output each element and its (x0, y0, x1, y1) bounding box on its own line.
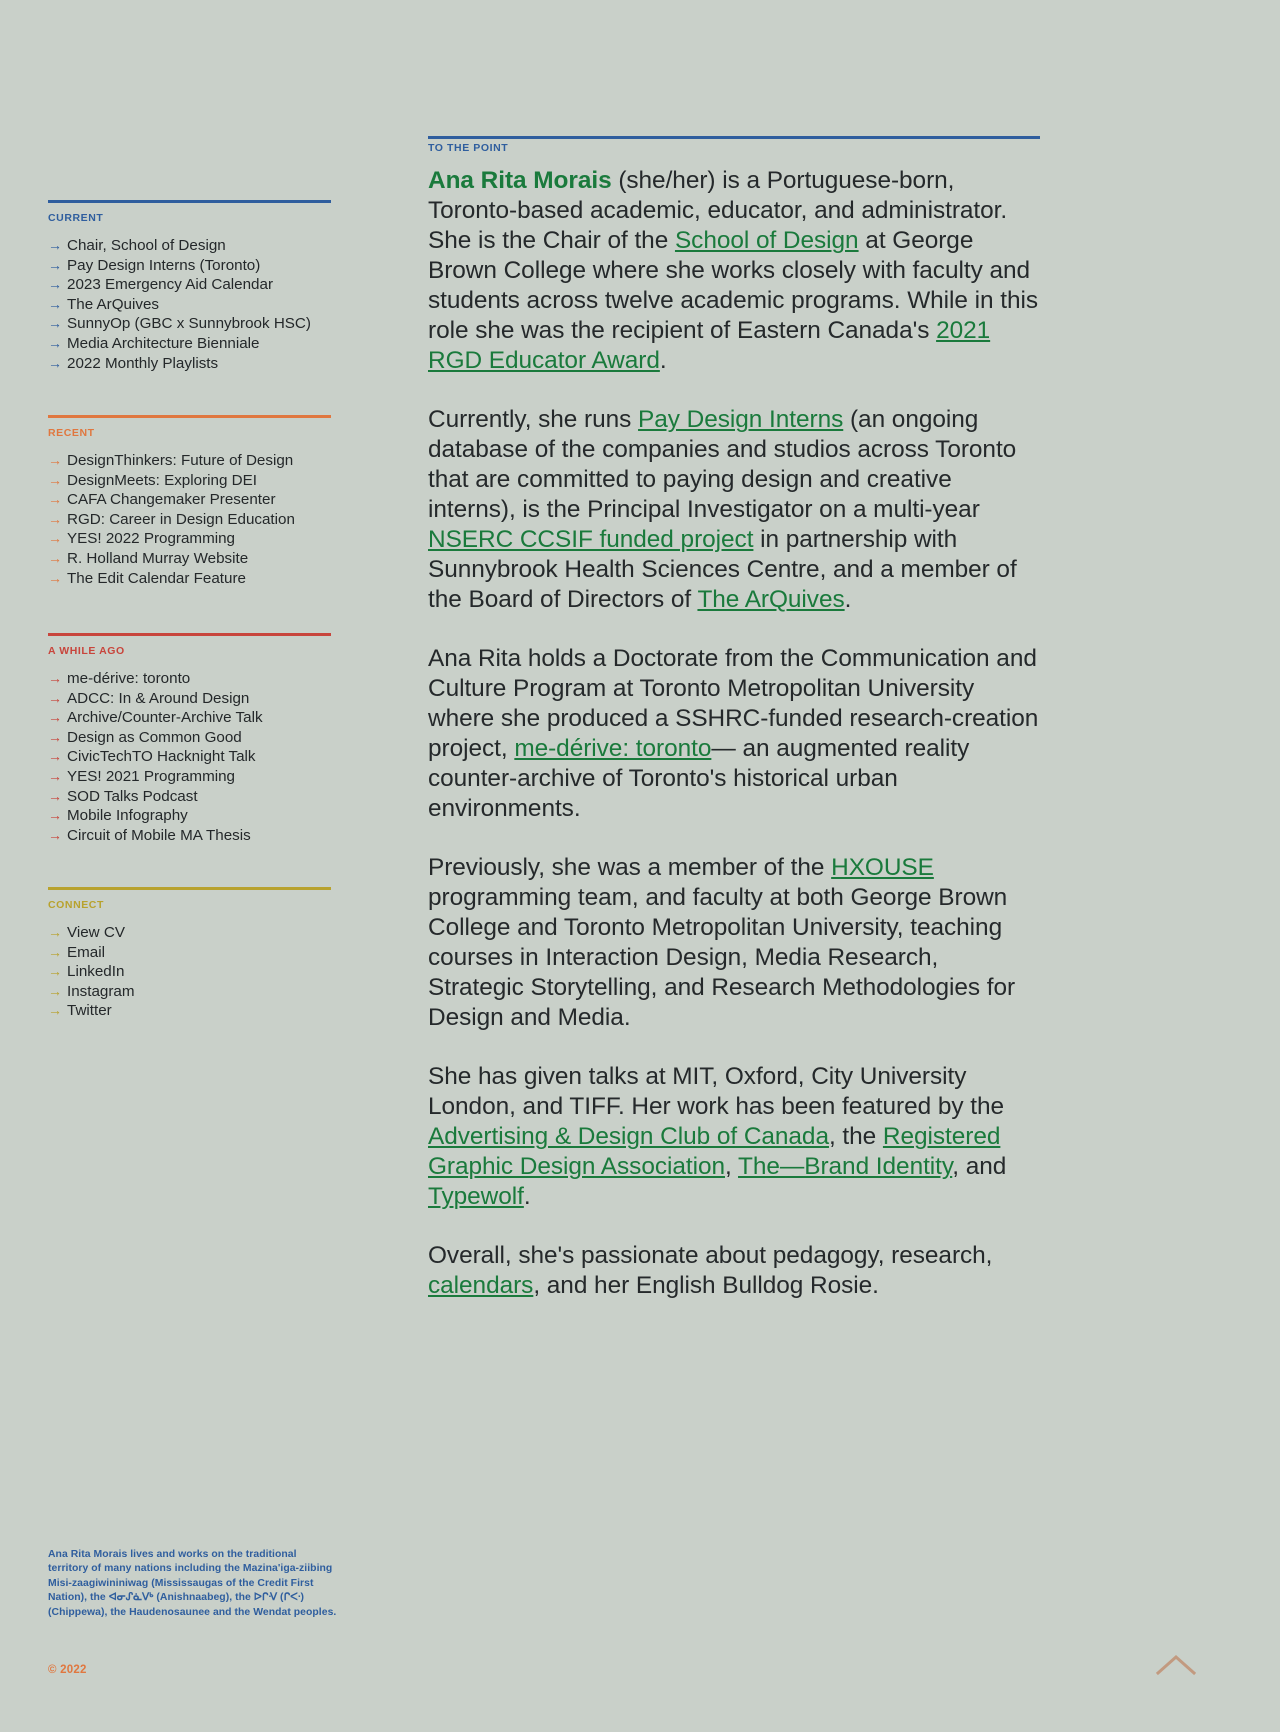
main-section-rule (428, 136, 1040, 139)
section-label-a-while-ago: A WHILE AGO (48, 645, 125, 657)
list-item-label: YES! 2021 Programming (67, 767, 235, 785)
list-item-label: ADCC: In & Around Design (67, 689, 250, 707)
arrow-icon: → (48, 295, 62, 312)
list-item-label: Instagram (67, 982, 135, 1000)
link-list-a-while-ago (48, 669, 331, 845)
arrow-icon: → (48, 1002, 62, 1019)
section-rule (48, 633, 331, 636)
inline-link[interactable]: 2021 RGD Educator Award (428, 317, 991, 374)
list-item[interactable] (48, 569, 331, 589)
list-item-label: Chair, School of Design (67, 237, 226, 254)
arrow-icon: → (48, 510, 62, 527)
text-run: — an augmented reality counter-archive of Toronto's historical urban environments. (428, 735, 970, 822)
inline-link[interactable]: calendars (428, 1272, 534, 1299)
text-run: Previously, she was a member of the (428, 854, 832, 881)
arrow-icon: → (48, 471, 62, 488)
list-item-label: CAFA Changemaker Presenter (67, 491, 276, 509)
paragraph (428, 1241, 1040, 1301)
list-item[interactable] (48, 256, 331, 276)
link-list-current (48, 236, 331, 373)
land-acknowledgment: Ana Rita Morais lives and works on the traditional territory of many nations including the Mazina'iga-ziibing Misi-zaagiwininiwag (Mississaugas of the Credit First Nation), the ᐊᓂᔑᓈᐯᒃ (Anishnaabeg), the ᐅᒋᐺ (ᒋᐸᐧ) (Chippewa), the Haudenosaunee and the Wendat peoples. (48, 1549, 337, 1618)
list-item[interactable] (48, 728, 331, 748)
bio-body (428, 166, 1040, 1330)
arrow-icon: → (48, 963, 62, 980)
chevron-up-icon (1156, 1654, 1196, 1676)
arrow-icon: → (48, 943, 62, 960)
list-item-label: me-dérive: toronto (67, 670, 191, 687)
text-run: , (725, 1153, 739, 1180)
text-run: She has given talks at MIT, Oxford, City University London, and TIFF. Her work has been featured by the (428, 1063, 1005, 1120)
arrow-icon: → (48, 569, 62, 586)
arrow-icon: → (48, 530, 62, 547)
text-run: (she/her) is a Portuguese-born, Toronto-based academic, educator, and administrator. She is the Chair of the (428, 167, 1008, 254)
arrow-icon: → (48, 689, 62, 706)
list-item-label: The ArQuives (67, 295, 160, 313)
list-item[interactable] (48, 943, 331, 963)
inline-link[interactable]: me-dérive: toronto (514, 735, 712, 762)
list-item-label: LinkedIn (67, 963, 125, 981)
text-run: , and (952, 1153, 1007, 1180)
text-run: . (523, 1183, 531, 1210)
inline-link[interactable]: Pay Design Interns (638, 406, 844, 433)
sidebar-section-a-while-ago (48, 633, 331, 845)
inline-link[interactable]: The—Brand Identity (738, 1153, 953, 1180)
text-run: . (844, 586, 852, 613)
list-item-label: R. Holland Murray Website (67, 549, 249, 567)
main-section-label: TO THE POINT (428, 142, 509, 154)
list-item-label: RGD: Career in Design Education (67, 510, 295, 528)
list-item-label: SunnyOp (GBC x Sunnybrook HSC) (67, 315, 311, 333)
list-item[interactable] (48, 314, 331, 334)
list-item[interactable] (48, 354, 331, 374)
list-item[interactable] (48, 923, 331, 943)
text-run: (an ongoing database of the companies and studios across Toronto that are committed to paying design and creative interns), is the Principal Investigator on a multi-year (428, 406, 1017, 523)
paragraph (428, 853, 1040, 1033)
text-run: . (659, 347, 667, 374)
list-item[interactable] (48, 767, 331, 787)
list-item[interactable] (48, 708, 331, 728)
text-run: , the (828, 1123, 883, 1150)
text-run: Ana Rita holds a Doctorate from the Communication and Culture Program at Toronto Metropolitan University where she produced a SSHRC-funded research-creation project, (428, 645, 1039, 762)
back-to-top-button[interactable] (1156, 1654, 1196, 1676)
list-item-label: DesignMeets: Exploring DEI (67, 471, 257, 489)
list-item-label: 2022 Monthly Playlists (67, 354, 219, 372)
list-item-label: Mobile Infography (67, 807, 188, 825)
paragraph (428, 405, 1040, 615)
link-list-recent (48, 451, 331, 588)
copyright-notice: © 2022 (48, 1664, 87, 1676)
list-item-label: The Edit Calendar Feature (67, 569, 246, 587)
text-run: in partnership with Sunnybrook Health Sciences Centre, and a member of the Board of Directors of (428, 526, 1017, 613)
arrow-icon: → (48, 748, 62, 765)
list-item-label: Pay Design Interns (Toronto) (67, 256, 261, 274)
arrow-icon: → (48, 728, 62, 745)
arrow-icon: → (48, 549, 62, 566)
arrow-icon: → (48, 452, 62, 468)
list-item[interactable] (48, 787, 331, 807)
list-item[interactable] (48, 295, 331, 315)
arrow-icon: → (48, 787, 62, 804)
inline-link[interactable]: Typewolf (428, 1183, 524, 1210)
sidebar-section-recent (48, 415, 331, 588)
list-item-label: Design as Common Good (67, 728, 242, 746)
arrow-icon: → (48, 276, 62, 293)
arrow-icon: → (48, 709, 62, 726)
text-run: , and her English Bulldog Rosie. (533, 1272, 879, 1299)
arrow-icon: → (48, 807, 62, 824)
arrow-icon: → (48, 315, 62, 332)
arrow-icon: → (48, 924, 62, 940)
paragraph (428, 166, 1040, 376)
text-run: at George Brown College where she works closely with faculty and students across twelve academic programs. While in this role she was the recipient of Eastern Canada's (428, 227, 1039, 344)
list-item[interactable] (48, 471, 331, 491)
section-label-connect: CONNECT (48, 899, 104, 911)
list-item-label: View CV (67, 924, 125, 941)
list-item[interactable] (48, 451, 331, 471)
inline-link[interactable]: Advertising & Design Club of Canada (428, 1123, 829, 1150)
arrow-icon: → (48, 982, 62, 999)
section-label-current: CURRENT (48, 212, 104, 224)
list-item[interactable] (48, 1001, 331, 1021)
list-item[interactable] (48, 490, 331, 510)
list-item[interactable] (48, 806, 331, 826)
list-item-label: Twitter (67, 1002, 112, 1020)
list-item[interactable] (48, 689, 331, 709)
inline-link[interactable]: School of Design (674, 227, 859, 254)
list-item-label: YES! 2022 Programming (67, 530, 235, 548)
text-run: programming team, and faculty at both George Brown College and Toronto Metropolitan University, teaching courses in Interaction Design, Media Research, Strategic Storytelling, and Research Methodologies for Design and Media. (428, 884, 1016, 1031)
arrow-icon: → (48, 256, 62, 273)
list-item[interactable] (48, 826, 331, 846)
section-label-recent: RECENT (48, 427, 95, 439)
text-run: Currently, she runs (428, 406, 639, 433)
list-item[interactable] (48, 982, 331, 1002)
arrow-icon: → (48, 491, 62, 508)
list-item[interactable] (48, 275, 331, 295)
list-item[interactable] (48, 747, 331, 767)
arrow-icon: → (48, 334, 62, 351)
list-item-label: CivicTechTO Hacknight Talk (67, 748, 256, 766)
sidebar-section-current (48, 200, 331, 373)
list-item-label: Media Architecture Bienniale (67, 334, 260, 352)
list-item[interactable] (48, 669, 331, 689)
arrow-icon: → (48, 767, 62, 784)
list-item[interactable] (48, 334, 331, 354)
arrow-icon: → (48, 237, 62, 253)
list-item-label: Email (67, 943, 105, 961)
list-item-label: Archive/Counter-Archive Talk (67, 709, 263, 727)
inline-link[interactable]: The ArQuives (697, 586, 845, 613)
list-item-label: Circuit of Mobile MA Thesis (67, 826, 251, 844)
arrow-icon: → (48, 826, 62, 843)
arrow-icon: → (48, 670, 62, 686)
link-list-connect (48, 923, 331, 1021)
section-rule (48, 415, 331, 418)
paragraph (428, 1062, 1040, 1212)
list-item[interactable] (48, 549, 331, 569)
section-rule (48, 200, 331, 203)
list-item-label: SOD Talks Podcast (67, 787, 198, 805)
paragraph (428, 644, 1040, 824)
inline-link[interactable]: HXOUSE (831, 854, 934, 881)
section-rule (48, 887, 331, 890)
list-item-label: DesignThinkers: Future of Design (67, 452, 294, 469)
list-item-label: 2023 Emergency Aid Calendar (67, 276, 274, 294)
sidebar-section-connect (48, 887, 331, 1021)
arrow-icon: → (48, 354, 62, 371)
inline-link[interactable]: Registered Graphic Design Association (428, 1123, 1001, 1180)
list-item[interactable] (48, 510, 331, 530)
inline-link[interactable]: NSERC CCSIF funded project (428, 526, 754, 553)
person-name: Ana Rita Morais (428, 167, 612, 194)
list-item[interactable] (48, 236, 331, 256)
list-item[interactable] (48, 529, 331, 549)
list-item[interactable] (48, 962, 331, 982)
text-run: Overall, she's passionate about pedagogy, research, (428, 1242, 993, 1269)
